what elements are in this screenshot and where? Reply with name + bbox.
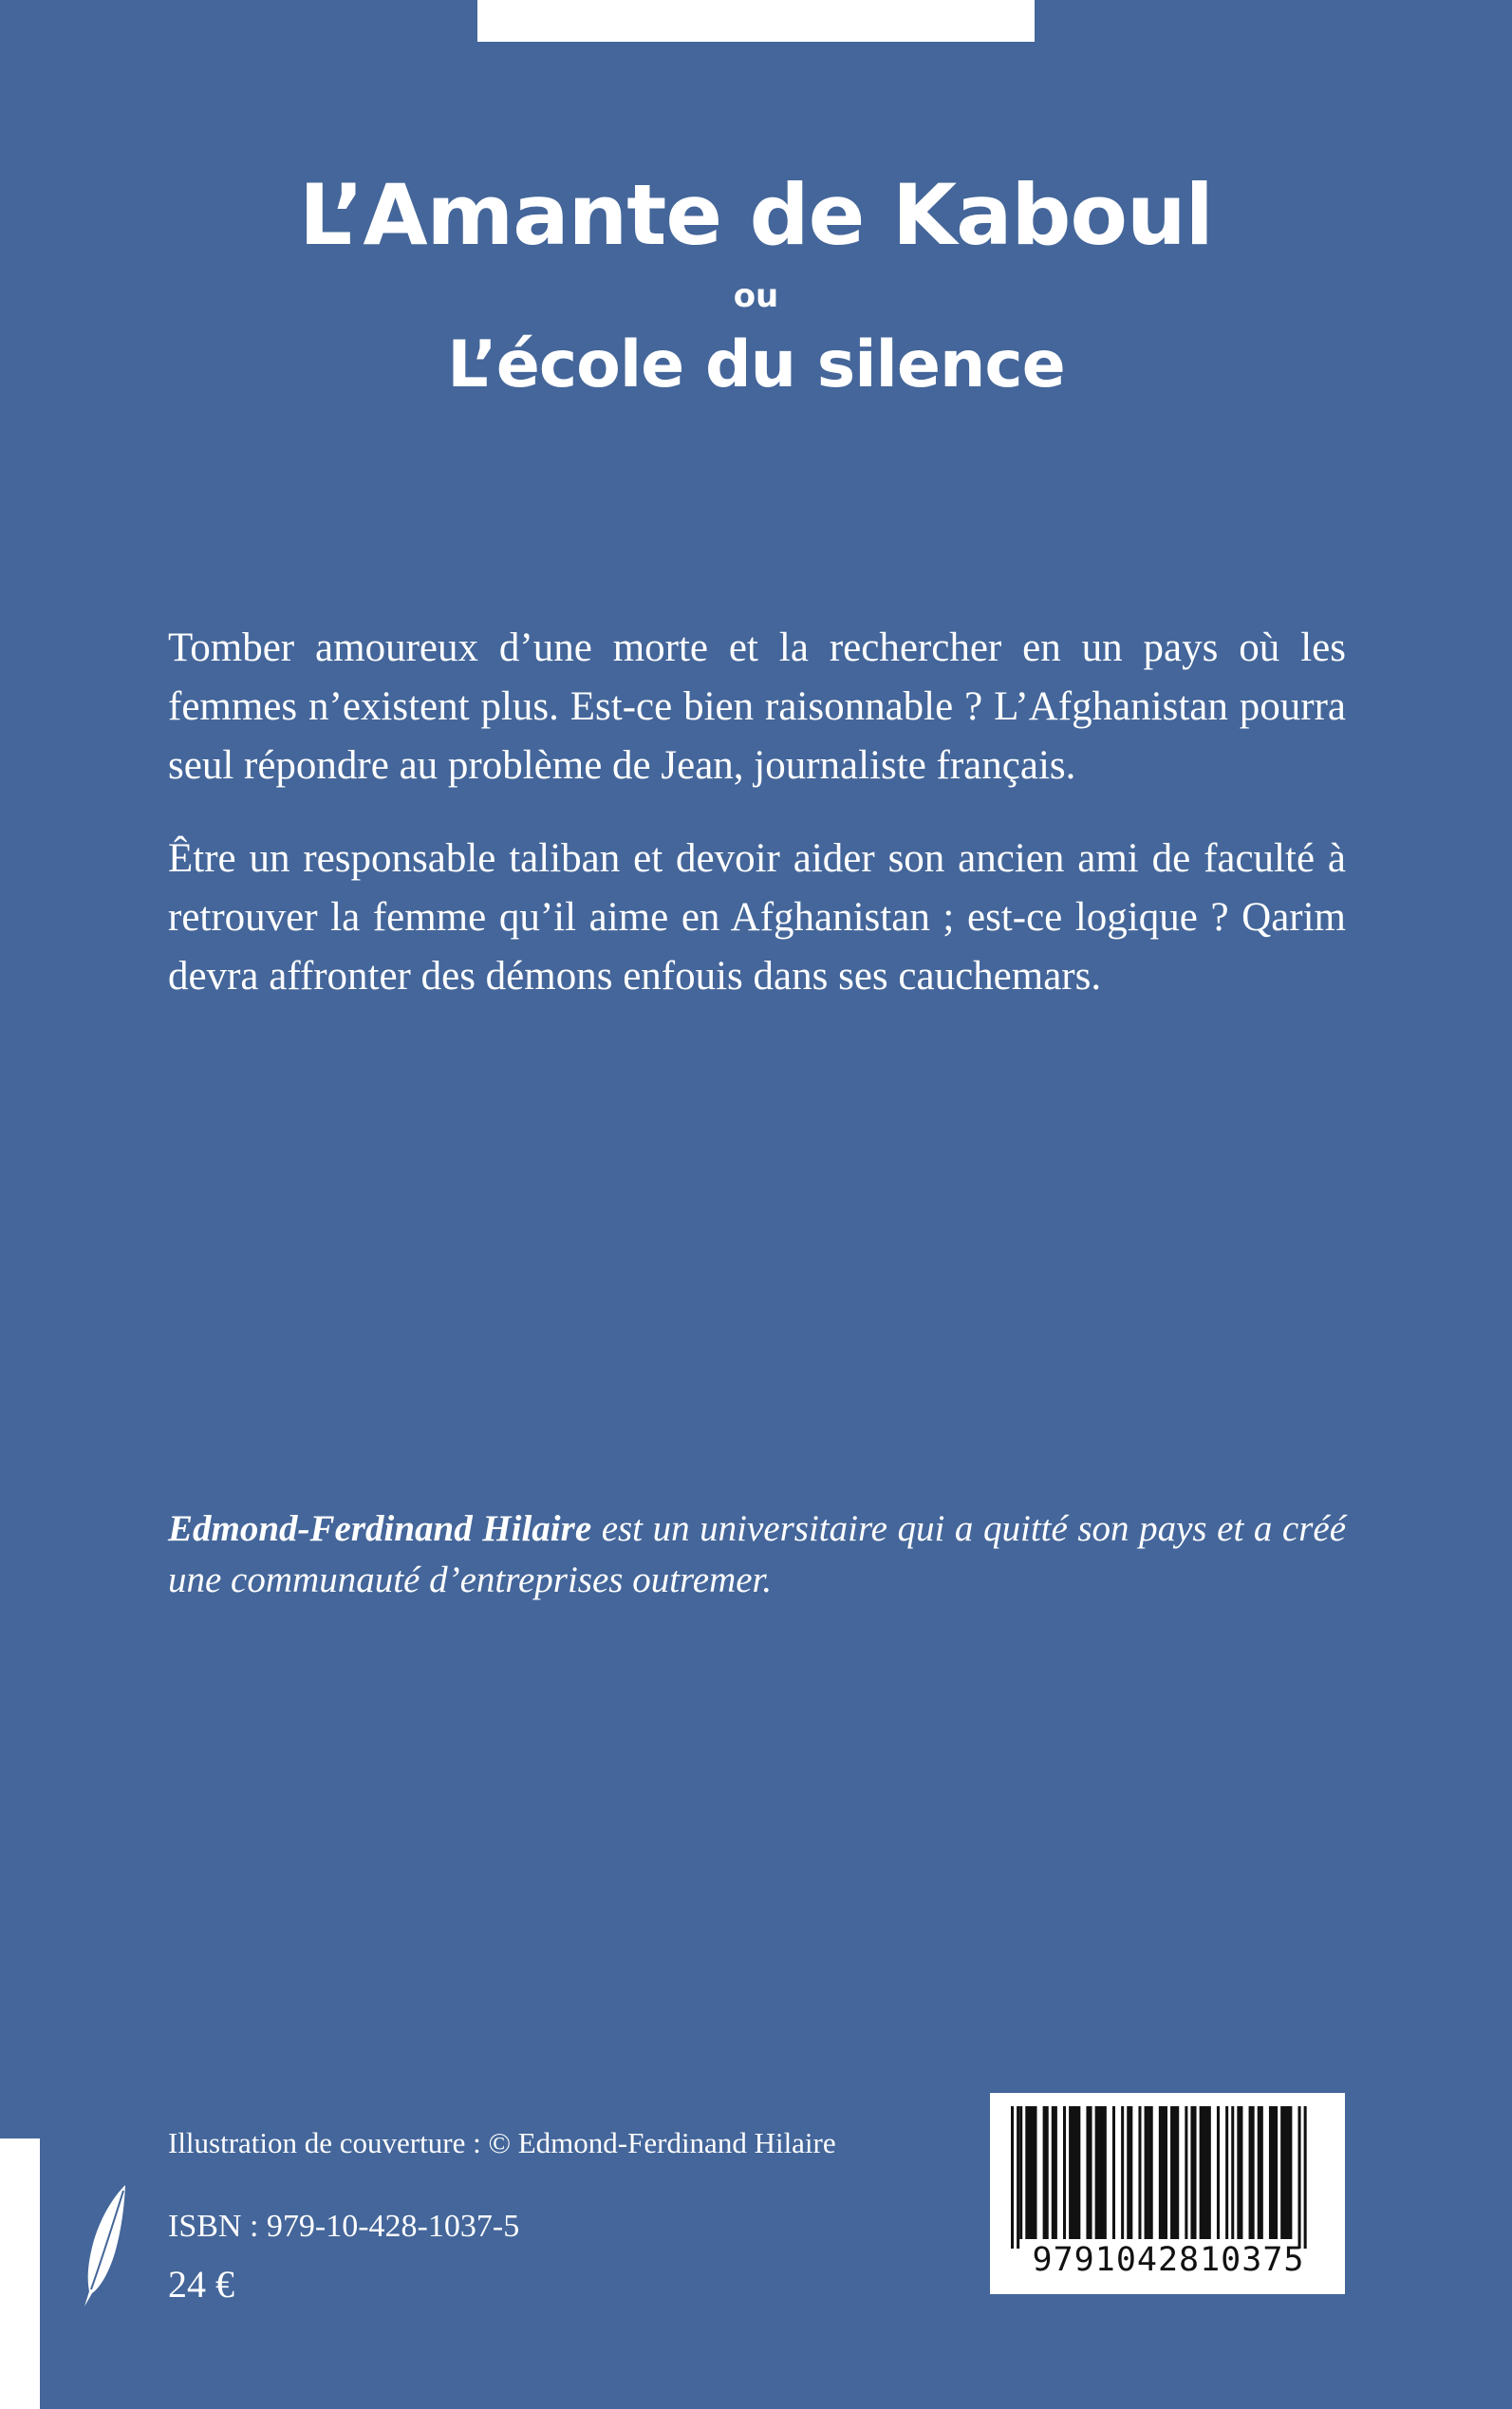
feather-icon: [82, 2183, 129, 2308]
cover-illustration-credit: Illustration de couverture : © Edmond-Ferdinand Hilaire: [168, 2126, 836, 2159]
title-connector: ou: [733, 277, 779, 315]
isbn: ISBN : 979-10-428-1037-5: [168, 2209, 520, 2244]
barcode: [990, 2093, 1345, 2294]
blurb-paragraph: Être un responsable taliban et devoir aider son ancien ami de faculté à retrouver la femme qu’il aime en Afghanistan ; est-ce logique ? Qarim devra affronter des démons enfouis dans ses cauchemars.: [168, 836, 1346, 999]
author-bio: [168, 1503, 1346, 1606]
blurb-paragraph: Tomber amoureux d’une morte et la rechercher en un pays où les femmes n’existent plus. Est-ce bien raisonnable ? L’Afghanistan pourra seul répondre au problème de Jean, journaliste français.: [168, 626, 1346, 788]
book-title: L’Amante de Kaboul: [299, 166, 1213, 264]
price: 24 €: [168, 2263, 234, 2306]
left-white-strip: [0, 2138, 40, 2409]
author-bio-text: est un universitaire qui a quitté son pays et a créé une communauté d’entreprises outremer.: [168, 1508, 1347, 1600]
barcode-icon: [1011, 2106, 1324, 2249]
book-subtitle: L’école du silence: [447, 327, 1065, 402]
top-white-tab: [477, 0, 1035, 42]
author-name: Edmond-Ferdinand Hilaire: [168, 1508, 592, 1549]
barcode-number: 9791042810375: [1032, 2241, 1305, 2279]
